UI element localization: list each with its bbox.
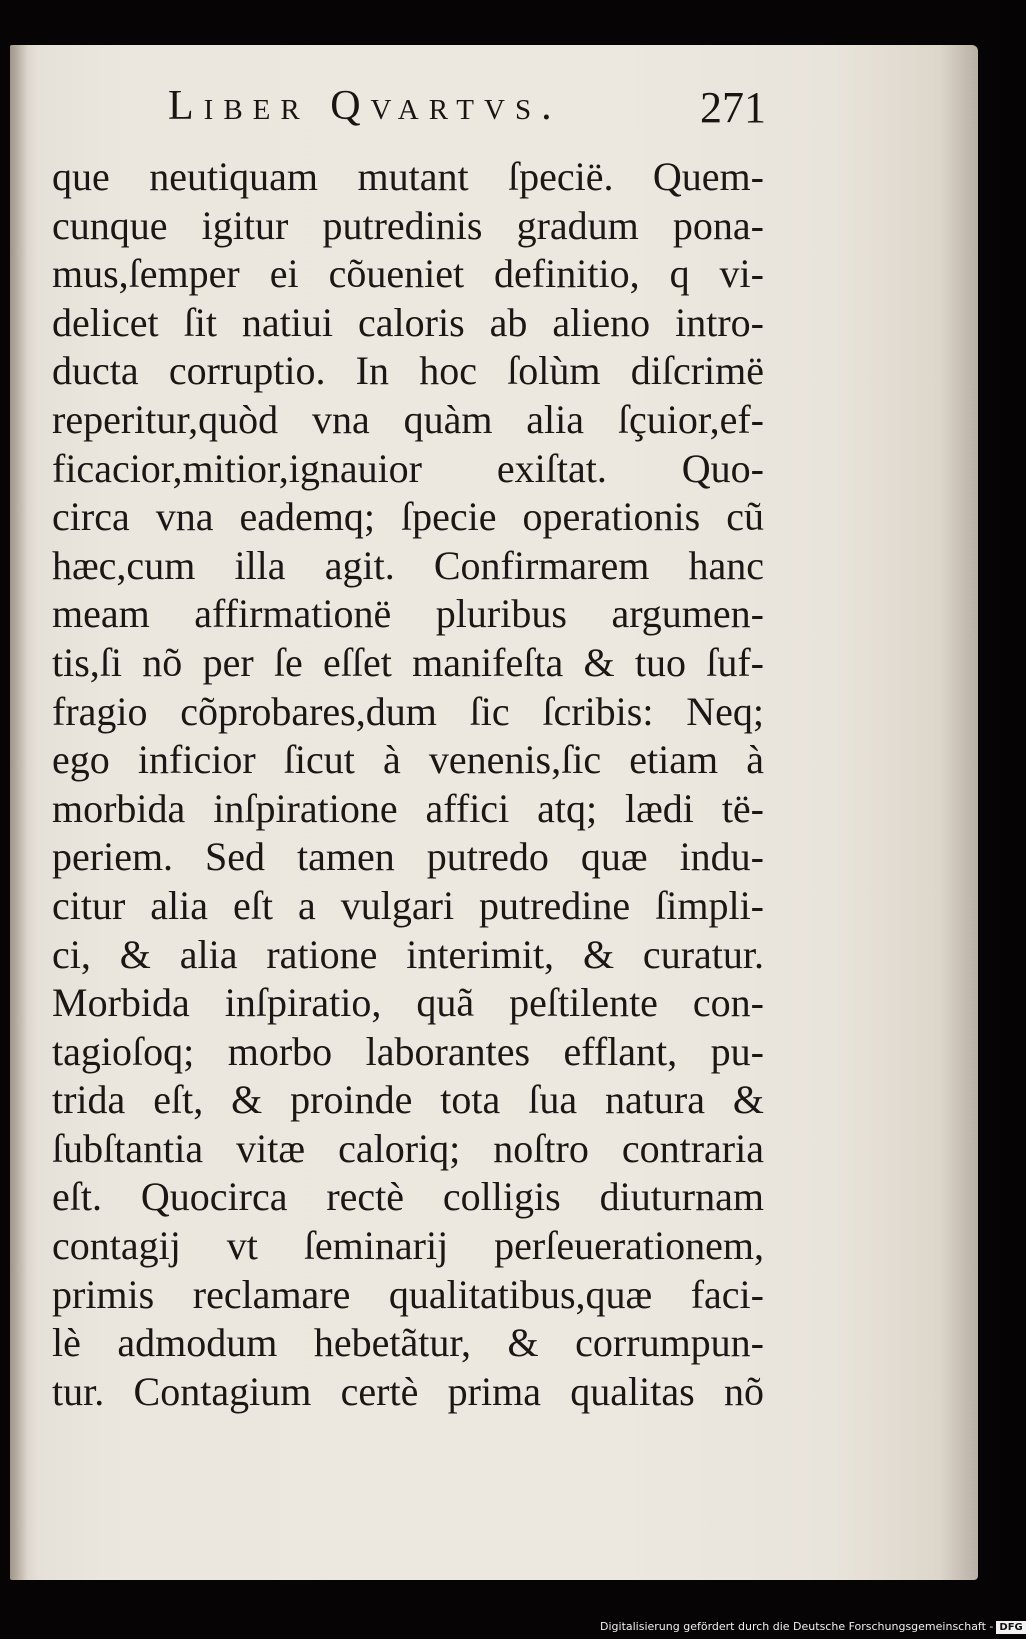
- digitization-credit: [600, 1620, 1026, 1634]
- text-line: primis reclamare qualitatibus,quæ faci-: [52, 1271, 764, 1317]
- text-line: eſt. Quocirca rectè colligis diuturnam: [52, 1174, 764, 1220]
- text-line: tur. Contagium certè prima qualitas nõ: [52, 1368, 764, 1414]
- running-head: Liber Qvartvs.: [168, 83, 562, 129]
- text-line: lè admodum hebetãtur, & corrumpun-: [52, 1320, 764, 1366]
- text-line: morbida inſpiratione affici atq; lædi të-: [52, 785, 764, 831]
- text-line: tis,ſi nõ per ſe eſſet manifeſta & tuo ſuf-: [52, 639, 764, 685]
- text-line: delicet ſit natiui caloris ab alieno intro-: [52, 299, 764, 345]
- text-line: citur alia eſt a vulgari putredine ſimpli-: [52, 882, 764, 928]
- text-line: tagioſoq; morbo laborantes efflant, pu-: [52, 1028, 764, 1074]
- text-line: hæc,cum illa agit. Confirmarem hanc: [52, 542, 764, 588]
- credit-text: Digitalisierung gefördert durch die Deutsche Forschungsgemeinschaft -: [600, 1620, 994, 1633]
- text-line: que neutiquam mutant ſpecië. Quem-: [52, 154, 764, 199]
- text-line: reperitur,quòd vna quàm alia ſçuior,ef-: [52, 396, 764, 442]
- text-line: periem. Sed tamen putredo quæ indu-: [52, 834, 764, 880]
- text-line: mus,ſemper ei cõueniet definitio, q vi-: [52, 251, 764, 297]
- body-text: [52, 153, 764, 1416]
- text-line: ci, & alia ratione interimit, & curatur.: [52, 931, 764, 977]
- text-line: ego inficior ſicut à venenis,ſic etiam à: [52, 737, 764, 783]
- text-line: ficacior,mitior,ignauior exiſtat. Quo-: [52, 445, 764, 491]
- page-number: 271: [700, 83, 766, 132]
- text-line: fragio cõprobares,dum ſic ſcribis: Neq;: [52, 688, 764, 734]
- text-line: meam affirmationë pluribus argumen-: [52, 591, 764, 637]
- text-line: circa vna eademq; ſpecie operationis cũ: [52, 494, 764, 540]
- text-line: trida eſt, & proinde tota ſua natura &: [52, 1077, 764, 1123]
- text-line: contagij vt ſeminarij perſeuerationem,: [52, 1223, 764, 1269]
- text-line: cunque igitur putredinis gradum pona-: [52, 202, 764, 248]
- dfg-logo: DFG: [996, 1621, 1025, 1634]
- text-line: Morbida inſpiratio, quã peſtilente con-: [52, 980, 764, 1026]
- text-line: ducta corruptio. In hoc ſolùm diſcrimë: [52, 348, 764, 394]
- text-line: ſubſtantia vitæ caloriq; noſtro contraria: [52, 1125, 764, 1171]
- page-gutter-shadow: [10, 45, 28, 1580]
